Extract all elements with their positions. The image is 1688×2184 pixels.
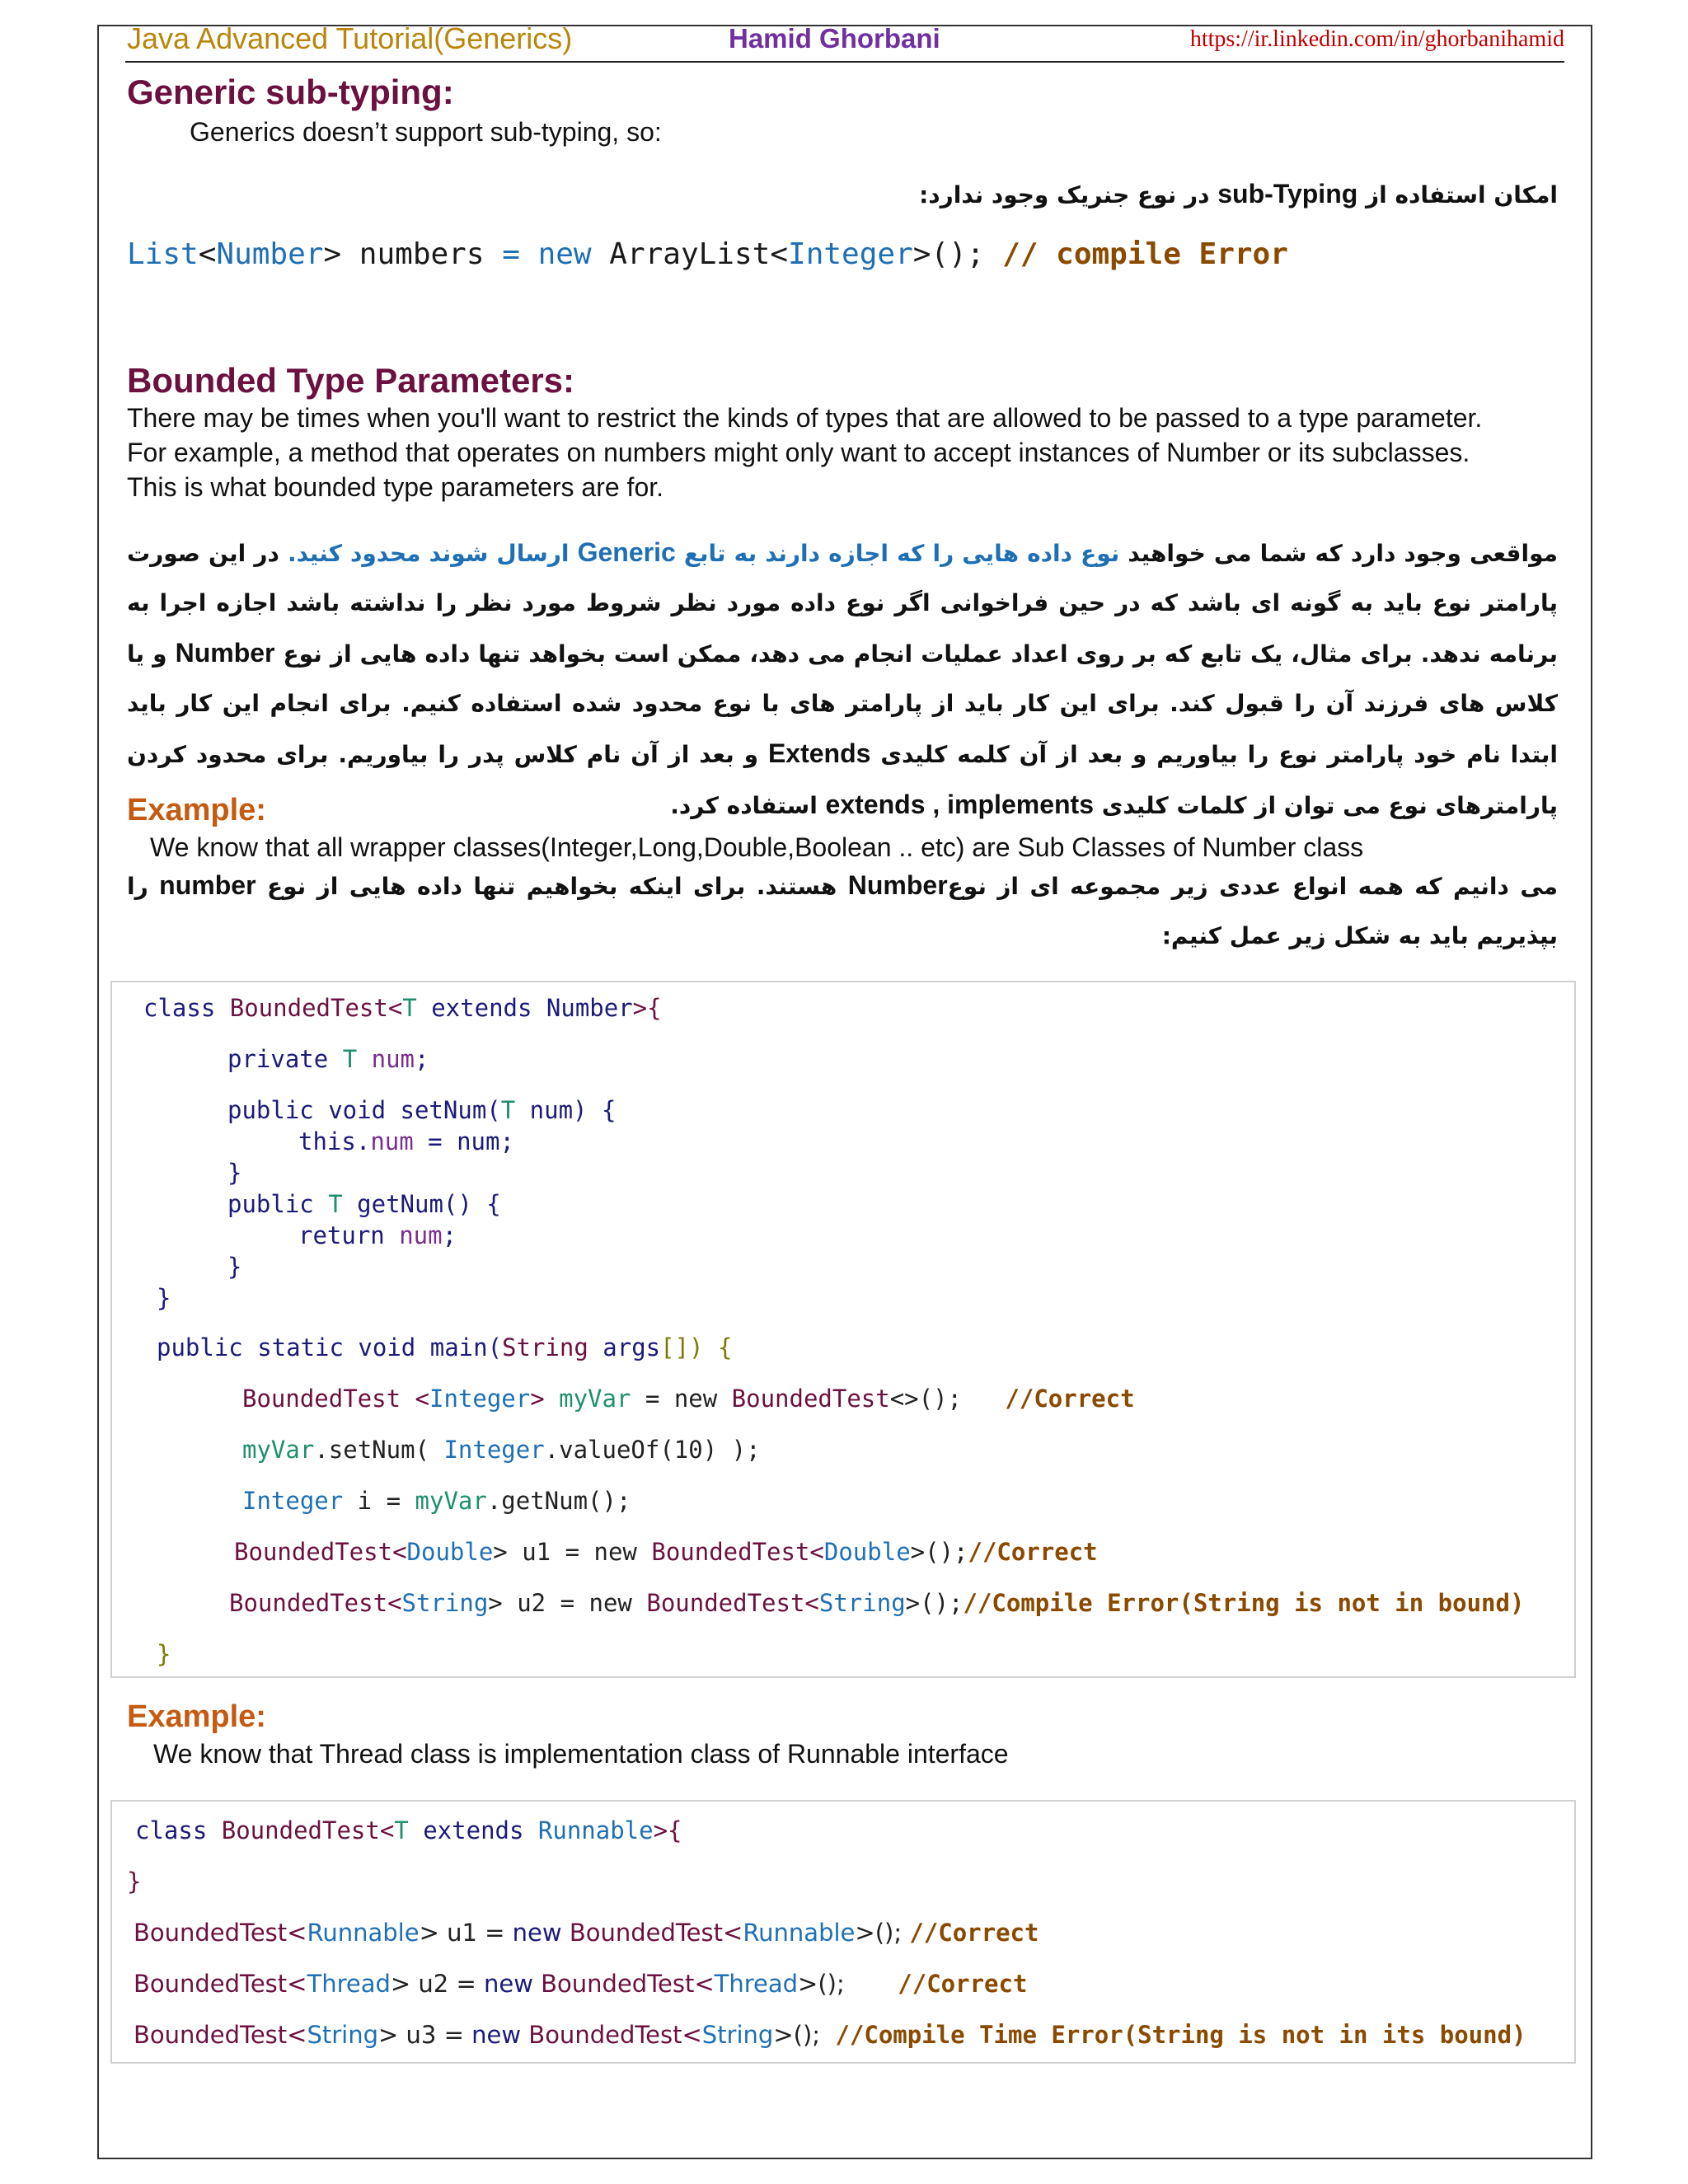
- example-2-text: We know that Thread class is implementation class of Runnable interface: [153, 1739, 1009, 1769]
- code-line: BoundedTest<Runnable> u1 = new BoundedTest<Runnable>(); //Correct: [134, 1919, 1039, 1947]
- code-line: BoundedTest<Thread> u2 = new BoundedTest<Thread>(); //Correct: [134, 1970, 1028, 1998]
- code-line: this.num = num;: [298, 1127, 514, 1155]
- code-line: BoundedTest<String> u2 = new BoundedTest<String>();//Compile Error(String is not in bound): [229, 1589, 1525, 1617]
- code-line: BoundedTest <Integer> myVar = new BoundedTest<>(); //Correct: [242, 1385, 1135, 1413]
- example-title-2: Example:: [127, 1699, 266, 1734]
- bounded-para-line: There may be times when you'll want to restrict the kinds of types that are allowed to be passed to a type parameter.: [127, 403, 1483, 433]
- example-title-1: Example:: [127, 793, 266, 827]
- example-1-persian-text: می دانیم که همه انواع عددی زیر مجموعه ای از نوعNumber هستند. برای اینکه بخواهیم تنها داده هایی از نوع number را بپذیریم باید به شکل زیر عمل کنیم:: [127, 870, 1559, 949]
- code-line: myVar.setNum( Integer.valueOf(10) );: [242, 1436, 761, 1464]
- code-line: class BoundedTest<T extends Number>{: [143, 994, 662, 1022]
- section-title-bounded: Bounded Type Parameters:: [127, 361, 575, 400]
- code-line: }: [227, 1253, 242, 1281]
- code-line: BoundedTest<Double> u1 = new BoundedTest<Double>();//Correct: [234, 1538, 1098, 1566]
- code-line: return num;: [298, 1221, 457, 1249]
- header-link[interactable]: https://ir.linkedin.com/in/ghorbanihamid: [1189, 26, 1564, 52]
- code-box-bounded-number: [110, 981, 1576, 1678]
- code-line: }: [127, 1868, 142, 1896]
- code-line: }: [157, 1284, 171, 1312]
- subtyping-subtitle: Generics doesn’t support sub-typing, so:: [190, 117, 662, 147]
- bounded-paragraph: [127, 401, 1566, 504]
- code-line: }: [157, 1640, 171, 1668]
- code-line: }: [227, 1159, 242, 1187]
- subtyping-persian-text: امکان استفاده از sub-Typing در نوع جنریک وجود ندارد:: [919, 179, 1558, 209]
- code-line: BoundedTest<String> u3 = new BoundedTest<String>(); //Compile Time Error(String is not in its bound): [134, 2021, 1526, 2049]
- bounded-para-line: This is what bounded type parameters are for.: [127, 472, 664, 502]
- code-line: class BoundedTest<T extends Runnable>{: [135, 1816, 682, 1844]
- code-line: public void setNum(T num) {: [227, 1096, 617, 1124]
- code-line: Integer i = myVar.getNum();: [242, 1487, 631, 1515]
- header-title: Java Advanced Tutorial(Generics): [127, 21, 573, 55]
- bounded-persian-paragraph: مواقعی وجود دارد که شما می خواهید نوع داده هایی را که اجازه دارند به تابع Generic ارسال شوند محدود کنید. در این صورت پارامتر نوع باید به گونه ای باشد که در حین فراخوانی اگر نوع داده مورد نظر شروط مورد نظر را نداشته باشد اجازه اجرا به برنامه ندهد. برای مثال، یک تابع که بر روی اعداد عملیات انجام می دهد، ممکن است بخواهد تنها داده هایی از نوع Number و یا کلاس های فرزند آن را قبول کند. برای این کار باید از پارامتر های با نوع محدود شده استفاده کنیم. برای انجام این کار باید ابتدا نام خود پارامتر نوع را بیاوریم و بعد از آن کلمه کلیدی Extends و بعد از آن نام کلاس پدر را بیاوریم. برای محدود کردن پارامترهای نوع می توان از کلمات کلیدی extends , implements استفاده کرد.: [127, 537, 1558, 819]
- code-line: public T getNum() {: [227, 1190, 501, 1218]
- header-author: Hamid Ghorbani: [729, 23, 940, 54]
- bounded-para-line: For example, a method that operates on numbers might only want to accept instances of Number or its subclasses.: [127, 438, 1470, 467]
- section-title-subtyping: Generic sub-typing:: [127, 73, 454, 111]
- page-header: [125, 20, 1564, 63]
- code-box-bounded-runnable: [110, 1800, 1576, 2064]
- example-1-text: We know that all wrapper classes(Integer,Long,Double,Boolean .. etc) are Sub Classes of Number class: [150, 832, 1364, 862]
- subtyping-code-line: List<Number> numbers = new ArrayList<Integer>(); // compile Error: [127, 237, 1288, 271]
- code-line: private T num;: [227, 1045, 429, 1073]
- code-line: public static void main(String args[]) {: [157, 1333, 733, 1361]
